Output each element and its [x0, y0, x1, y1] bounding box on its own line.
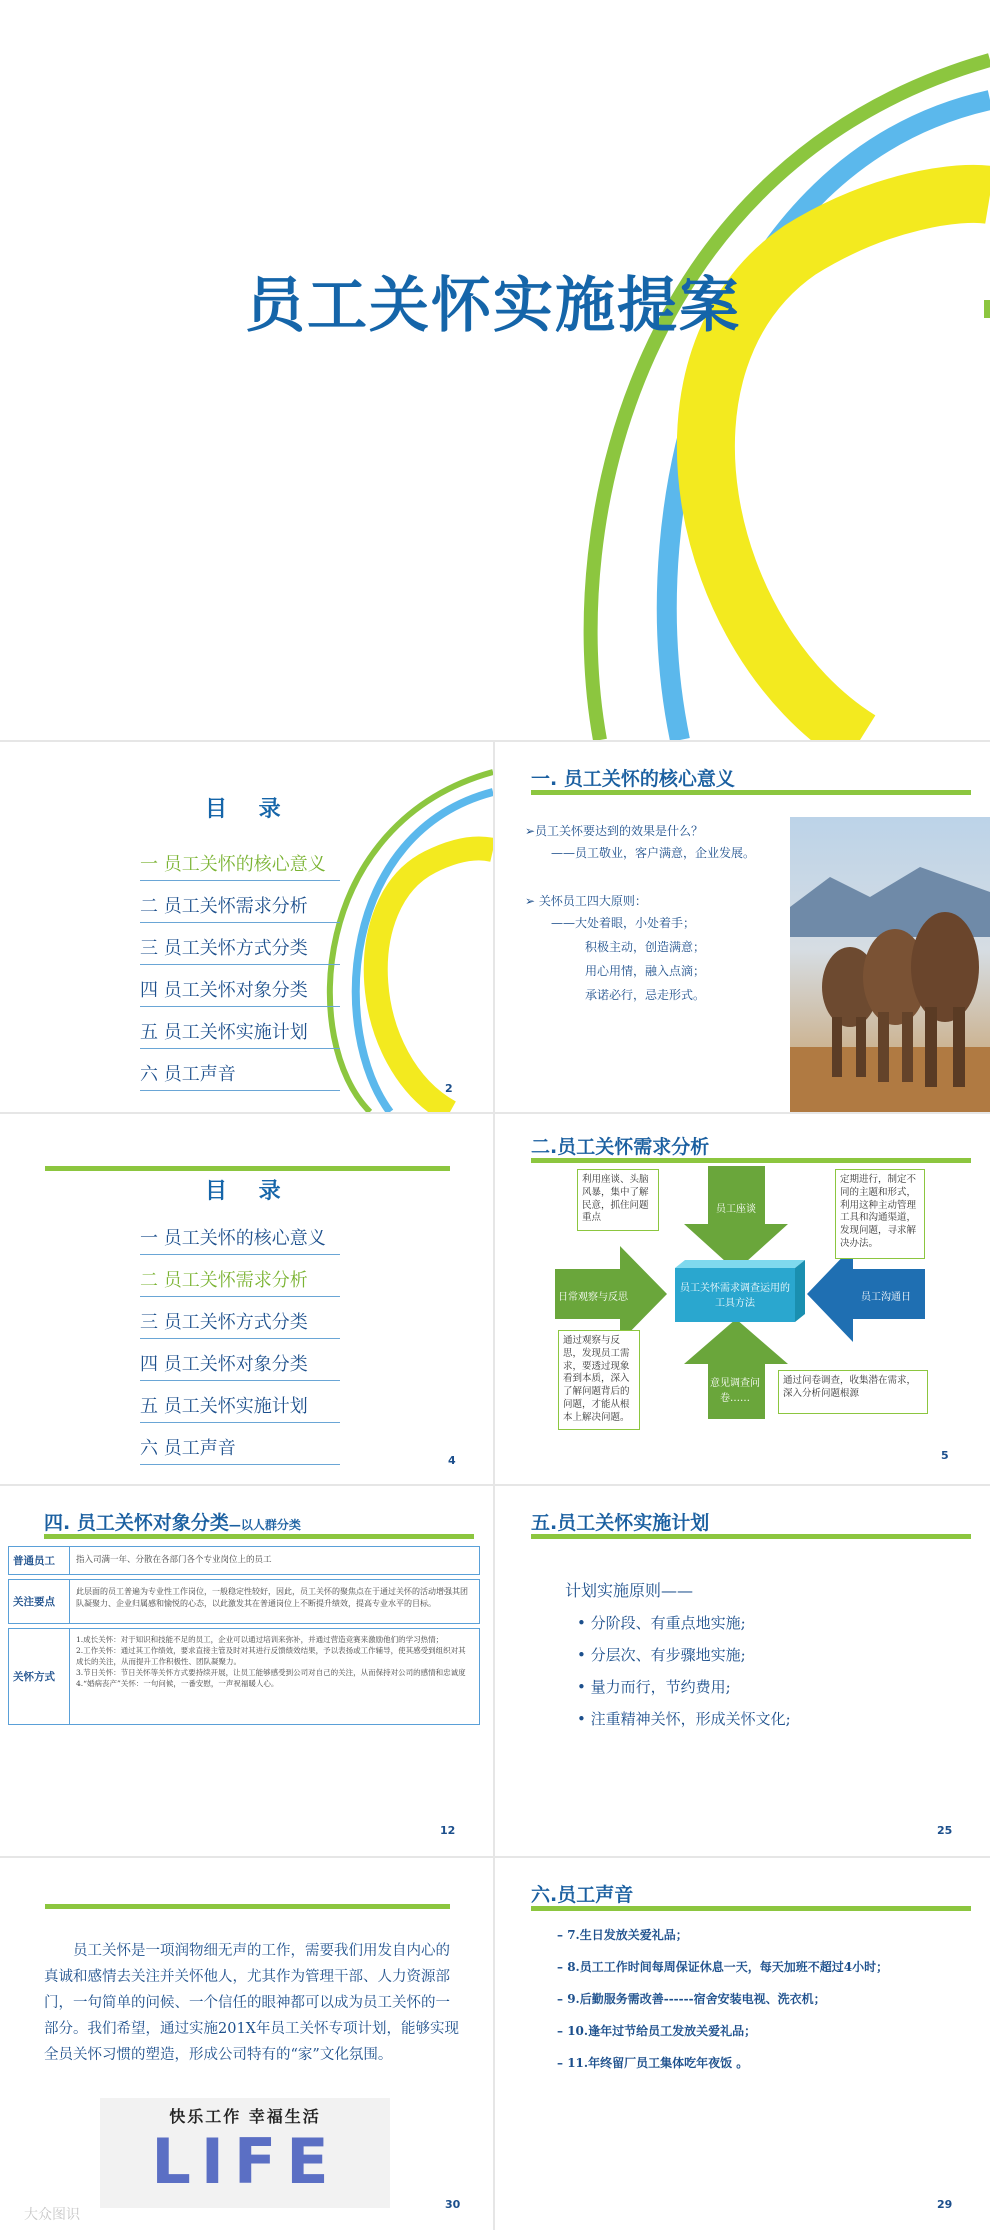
note-bottom-right: 通过问卷调查，收集潜在需求，深入分析问题根源	[778, 1370, 928, 1414]
method-line-4: 4.“婚病丧产”关怀：一句问候，一番安慰，一声祝福暖人心。	[76, 1678, 279, 1688]
banner-text: 快乐工作 幸福生活	[169, 2107, 321, 2126]
bullet-dot-icon: •	[577, 1678, 591, 1696]
page-number: 30	[445, 2198, 461, 2211]
bullet-dot-icon: •	[577, 1710, 591, 1728]
target-slide	[0, 1486, 493, 1856]
item-text: 10.逢年过节给员工发放关爱礼品；	[567, 2024, 757, 2038]
page-number: 2	[445, 1082, 453, 1095]
life-letters: LIFE	[151, 2125, 339, 2198]
plan-bullet-1	[577, 1612, 746, 1633]
bullet-text: 注重精神关怀，形成关怀文化;	[590, 1710, 791, 1728]
toc-item-targets[interactable]: 四 员工关怀对象分类	[140, 976, 340, 1007]
answer-text: ——员工敬业，客户满意，企业发展。	[551, 846, 756, 860]
bullet-text: 量力而行，节约费用;	[590, 1678, 731, 1696]
toc-slide	[0, 742, 493, 1112]
bottom-arrow-label: 意见调查问卷……	[710, 1378, 760, 1404]
toc2-item-voice[interactable]: 六 员工声音	[140, 1434, 340, 1465]
dash-icon: –	[557, 1992, 568, 2006]
question-text: ➢员工关怀要达到的效果是什么？	[525, 824, 704, 838]
category-table	[8, 1546, 480, 1725]
page-number: 12	[440, 1824, 456, 1837]
top-arrow-label: 员工座谈	[716, 1204, 756, 1215]
note-top-left: 利用座谈、头脑风暴，集中了解民意，抓住问题重点	[577, 1169, 659, 1231]
slide-title: 六.员工声音	[531, 1884, 634, 1906]
toc2-item-targets[interactable]: 四 员工关怀对象分类	[140, 1350, 340, 1381]
principle-1: ——大处着眼，小处着手；	[551, 916, 696, 930]
toc2-item-plan[interactable]: 五 员工关怀实施计划	[140, 1392, 340, 1423]
center-box-text: 员工关怀需求调查运用的工具方法	[680, 1283, 790, 1309]
left-arrow-label: 日常观察与反思	[558, 1292, 628, 1303]
voice-item-4	[557, 2022, 756, 2039]
top-bar	[45, 1904, 450, 1909]
dash-icon: –	[557, 1928, 568, 1942]
principle-3: 用心用情，融入点滴；	[585, 964, 706, 978]
voice-slide	[495, 1858, 990, 2230]
life-banner	[100, 2098, 390, 2208]
row-text: 此层面的员工普遍为专业性工作岗位，一般稳定性较好，因此，员工关怀的聚焦点在于通过关怀的活动增强其团队凝聚力、企业归属感和愉悦的心态，以此激发其在普通岗位上不断提升绩效，提高专业水平的目标。	[69, 1580, 479, 1623]
title-underline	[531, 1534, 971, 1539]
top-bar	[45, 1166, 450, 1171]
plan-head: 计划实施原则——	[565, 1581, 694, 1600]
plan-bullet-2	[577, 1644, 746, 1665]
slide-title: 二.员工关怀需求分析	[531, 1136, 710, 1158]
item-text: 11.年终留厂员工集体吃年夜饭 。	[567, 2056, 749, 2070]
note-bottom-left: 通过观察与反思，发现员工需求，要透过现象看到本质，深入了解问题背后的问题，才能从根本上解决问题。	[558, 1330, 640, 1430]
toc-item-voice[interactable]: 六 员工声音	[140, 1060, 340, 1091]
title-underline	[531, 790, 971, 795]
bullet-text: 分层次、有步骤地实施;	[590, 1646, 746, 1664]
toc-item-needs[interactable]: 二 员工关怀需求分析	[140, 892, 340, 923]
row-focus	[8, 1579, 480, 1624]
method-line-2: 2.工作关怀：通过其工作绩效，要求直接主管及时对其进行反馈绩效结果，予以表扬或工作辅导，使其感受到组织对其成长的关注，从而提升工作积极性、团队凝聚力。	[76, 1645, 466, 1666]
row-regular	[8, 1546, 480, 1575]
dash-icon: –	[557, 2056, 568, 2070]
item-text: 9.后勤服务需改善------宿舍安装电视、洗衣机；	[567, 1992, 826, 2006]
page-number: 4	[448, 1454, 456, 1467]
slide-title: 一. 员工关怀的核心意义	[531, 768, 735, 790]
bullet-text: 分阶段、有重点地实施;	[590, 1614, 746, 1632]
toc2-item-core[interactable]: 一 员工关怀的核心意义	[140, 1224, 340, 1255]
row-label: 关注要点	[13, 1596, 55, 1608]
toc2-item-needs[interactable]: 二 员工关怀需求分析	[140, 1266, 340, 1297]
row-label: 关怀方式	[13, 1671, 55, 1683]
voice-item-1	[557, 1926, 688, 1943]
closing-text: 员工关怀是一项润物细无声的工作，需要我们用发自内心的真诚和感情去关注并关怀他人，尤其作为管理干部、人力资源部门，一句简单的问候、一个信任的眼神都可以成为员工关怀的一部分。我们希望，通过实施201X年员工关怀专项计划，能够实现全员关怀习惯的塑造，形成公司特有的“家”文化氛围。	[44, 1943, 459, 2063]
dash-icon: –	[557, 1960, 568, 1974]
core-slide	[495, 742, 990, 1112]
page-number: 5	[941, 1449, 949, 1462]
voice-item-3	[557, 1990, 826, 2007]
slide-title	[44, 1508, 301, 1535]
bullet-dot-icon: •	[577, 1646, 591, 1664]
title-sub: —以人群分类	[228, 1518, 301, 1532]
note-top-right: 定期进行，制定不同的主题和形式，利用这种主动管理工具和沟通渠道，发现问题，寻求解决办法。	[835, 1169, 925, 1259]
toc-heading: 目 录	[205, 797, 293, 822]
row-methods	[8, 1628, 480, 1725]
voice-item-2	[557, 1958, 888, 1975]
item-text: 7.生日发放关爱礼品；	[567, 1928, 688, 1942]
elephants-photo	[790, 817, 990, 1112]
row-text	[69, 1629, 479, 1724]
plan-bullet-4	[577, 1708, 791, 1729]
needs-slide	[495, 1114, 990, 1484]
row-text: 指入司满一年、分散在各部门各个专业岗位上的员工	[69, 1547, 479, 1574]
slide-title: 五.员工关怀实施计划	[531, 1512, 710, 1534]
dash-icon: –	[557, 2024, 568, 2038]
bullet-dot-icon: •	[577, 1614, 591, 1632]
toc-item-core[interactable]: 一 员工关怀的核心意义	[140, 850, 340, 881]
toc2-slide	[0, 1114, 493, 1484]
closing-slide	[0, 1858, 493, 2230]
item-text: 8.员工工作时间每周保证休息一天，每天加班不超过4小时；	[567, 1960, 889, 1974]
page-number: 29	[937, 2198, 953, 2211]
title-underline	[531, 1906, 971, 1911]
watermark: 大众图识	[24, 2207, 80, 2223]
voice-item-5	[557, 2054, 748, 2071]
method-line-1: 1.成长关怀：对于知识和技能不足的员工，企业可以通过培训来弥补，并通过营造竞赛来激励他们的学习热情；	[76, 1635, 444, 1644]
plan-bullet-3	[577, 1676, 731, 1697]
cover-slide	[0, 0, 990, 740]
right-arrow-label: 员工沟通日	[861, 1292, 911, 1303]
cover-swooshes	[0, 0, 990, 740]
method-line-3: 3.节日关怀：节日关怀等关怀方式要持续开展，让员工能够感受到公司对自己的关注，从而保持对公司的感情和忠诚度	[76, 1667, 466, 1677]
page-number: 25	[937, 1824, 953, 1837]
title-main: 四. 员工关怀对象分类	[44, 1512, 229, 1534]
toc-item-plan[interactable]: 五 员工关怀实施计划	[140, 1018, 340, 1049]
row-label: 普通员工	[13, 1555, 55, 1567]
principles-head: ➢ 关怀员工四大原则：	[525, 894, 647, 908]
plan-slide	[495, 1486, 990, 1856]
cover-title: 员工关怀实施提案	[245, 271, 741, 341]
toc-item-methods[interactable]: 三 员工关怀方式分类	[140, 934, 340, 965]
toc2-item-methods[interactable]: 三 员工关怀方式分类	[140, 1308, 340, 1339]
toc2-heading: 目 录	[205, 1179, 293, 1204]
principle-4: 承诺必行，忌走形式。	[585, 988, 706, 1002]
title-underline	[44, 1534, 474, 1539]
principle-2: 积极主动，创造满意；	[585, 940, 706, 954]
